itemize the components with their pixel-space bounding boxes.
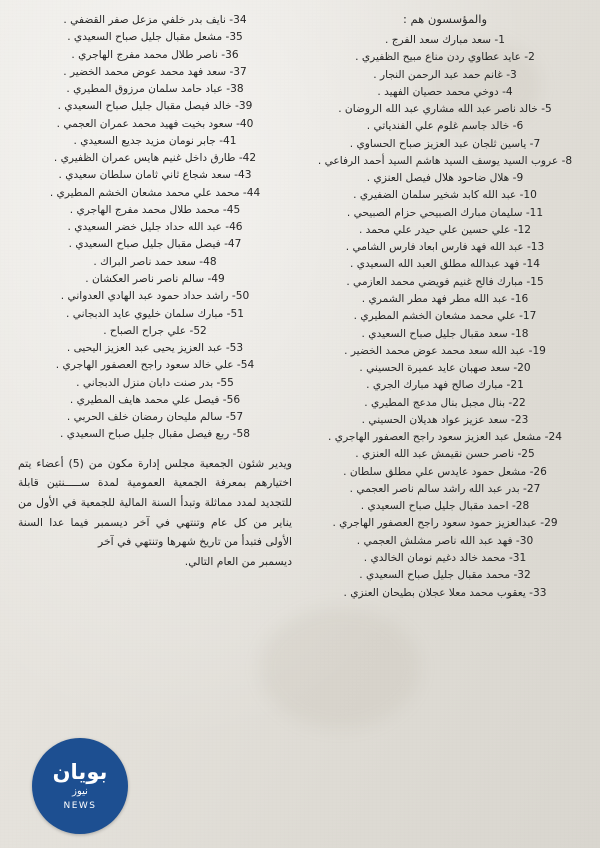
board-paragraph-last-line: ديسمبر من العام التالي. [184,554,292,568]
list-item: 8- عروب السيد يوسف السيد هاشم السيد أحمد الرفاعي . [317,154,573,167]
watermark-logo [32,738,128,834]
list-item: 53- عبد العزيز يحيى عبد العزيز اليحيى . [66,342,244,355]
list-item: 37- سعد فهد محمد عوض محمد الخضير . [63,65,247,78]
list-item: 21- مبارك صالح فهد مبارك الجري . [366,379,524,392]
list-item: 22- بنال مجبل بنال مدعج المطيري . [364,396,526,409]
list-item: 26- مشعل حمود عايدس علي مطلق سلطان . [343,465,547,478]
watermark-logo-arabic: بويان [52,759,108,784]
list-item: 6- خالد جاسم غلوم علي الفندياتي . [366,120,524,133]
list-item: 46- عبد الله حداد جليل خضر السعيدي . [67,221,243,234]
list-item: 2- عايد عطاوي ردن مناع مبيح الظفيري . [355,51,535,64]
list-item: 47- فيصل مقبال جليل صباح السعيدي . [68,238,242,251]
list-item: 9- هلال ضاحود هلال فيصل العنزي . [366,172,524,185]
list-item: 49- سالم ناصر ناصر العكشان . [85,272,225,285]
list-item: 12- علي حسين علي حيدر علي محمد . [358,223,532,236]
list-item: 42- طارق داخل غنيم هايس عمران الظفيري . [53,152,257,165]
watermark-logo-arabic-sub: نيوز [72,785,88,797]
list-item: 13- عبد الله فهد فارس ابعاد فارس الشامي . [345,241,545,254]
list-item: 31- محمد خالد دغيم نومان الخالدي . [363,551,527,564]
list-item: 50- راشد حداد حمود عبد الهادي العدواني . [60,290,250,303]
list-item: 57- سالم مليحان رمضان خلف الحربي . [66,411,244,424]
list-item: 27- بدر عبد الله راشد سالم ناصر العجمي . [349,482,541,495]
list-item: 3- غانم حمد عبد الرحمن النجار . [373,68,517,81]
list-item: 11- سليمان مبارك الصبيحي حزام الصبيحي . [346,206,544,219]
list-item: 45- محمد طلال محمد مفرج الهاجري . [69,203,241,216]
list-item: 40- سعود بخيت فهيد محمد عمران العجمي . [56,117,254,130]
board-paragraph [14,454,296,572]
list-item: 52- علي جراح الصباح . [103,324,207,337]
list-item: 5- خالد ناصر عبد الله مشاري عبد الله الروضان . [338,103,552,116]
list-item: 18- سعد مقبال جليل صباح السعيدي . [361,327,529,340]
list-item: 34- نايف بدر خلفي مزعل صفر القضفي . [63,14,247,26]
list-item: 41- جابر نومان مزيد جديع السعيدي . [73,134,237,147]
list-item: 23- سعد عزيز عواد هديلان الحسيني . [361,413,529,426]
list-item: 17- علي محمد مشعان الخشم المطيري . [353,310,537,323]
list-item: 30- فهد عبد الله ناصر مشلش العجمي . [356,534,534,547]
watermark-logo-english: NEWS [63,800,97,811]
list-item: 51- مبارك سلمان خليوي عايد الدبجاني . [66,307,244,320]
list-item: 16- عبد الله مطر فهد مطر الشمري . [361,292,529,305]
list-item: 20- سعد صهبان عايد عميرة الحسيني . [359,362,531,375]
list-item: 10- عبد الله كابد شخير سلمان الضفيري . [353,189,537,202]
column-right [304,10,586,848]
list-item: 58- ربع فيصل مقبال جليل صباح السعيدي . [60,428,250,441]
list-item: 55- بدر صنت دابان منزل الدبجاني . [76,376,234,389]
list-item: 56- فيصل علي محمد هايف المطيري . [69,393,241,406]
list-item: 44- محمد علي محمد مشعان الخشم المطيري . [49,186,261,199]
list-item: 29- عبدالعزيز حمود سعود راجح العصفور الهاجري . [332,517,558,530]
list-item: 25- ناصر حسن نقيمش عبد الله العنزي . [355,448,535,461]
two-column-layout [14,10,586,848]
list-item: 14- فهد عبدالله مطلق العبد الله السعيدي . [349,258,541,271]
list-item: 15- مبارك فالح غنيم فويضي محمد العازمي . [346,275,544,288]
list-item: 48- سعد حمد ناصر البراك . [93,255,217,268]
list-item: 19- عبد الله سعد محمد عوض محمد الخضير . [344,344,546,357]
list-item: 32- محمد مقبال جليل صباح السعيدي . [359,569,531,582]
list-item: 43- سعد شجاع ثاني ثامان سلطان سعيدي . [58,169,252,182]
column-left [14,10,296,848]
list-item: 7- ياسين ثلجان عبد العزيز صباح الحساوي . [349,137,541,150]
list-item: 39- خالد فيصل مقبال جليل صباح السعيدي . [57,100,253,113]
list-item: 4- دوخي محمد حصيان الفهيد . [377,85,513,98]
list-item: 38- عباد حامد سلمان مرزوق المطيري . [66,83,244,96]
list-item: 33- يعقوب محمد معلا عجلان بطيحان العنزي . [343,586,547,599]
board-paragraph-text: ويدير شئون الجمعية مجلس إدارة مكون من (5) أعضاء يتم اختيارهم بمعرفة الجمعية العمومية لمدة ســـــنتين قابلة للتجديد لمدد مماثلة وتبدأ السنة المالية للجمعية في الأول من يناير من كل عام وتنتهي في آخر ديسمبر فيما عدا السنة الأولى فتبدأ من تاريخ شهرها وتنتهي في آخر [18,456,292,549]
list-item: 54- علي خالد سعود راجح العصفور الهاجري . [55,359,255,372]
founders-list-left [14,12,296,444]
list-item: 35- مشعل مقبال جليل صباح السعيدي . [67,31,243,44]
list-item: 1- سعد مبارك سعد الفرج . [384,34,506,46]
founders-heading: والمؤسسون هم : [402,12,488,26]
founders-list-right [304,32,586,602]
list-item: 24- مشعل عبد العزيز سعود راجح العصفور الهاجري . [328,431,562,444]
list-item: 36- ناصر طلال محمد مفرج الهاجري . [71,48,239,61]
list-item: 28- احمد مقبال جليل صباح السعيدي . [360,500,530,513]
